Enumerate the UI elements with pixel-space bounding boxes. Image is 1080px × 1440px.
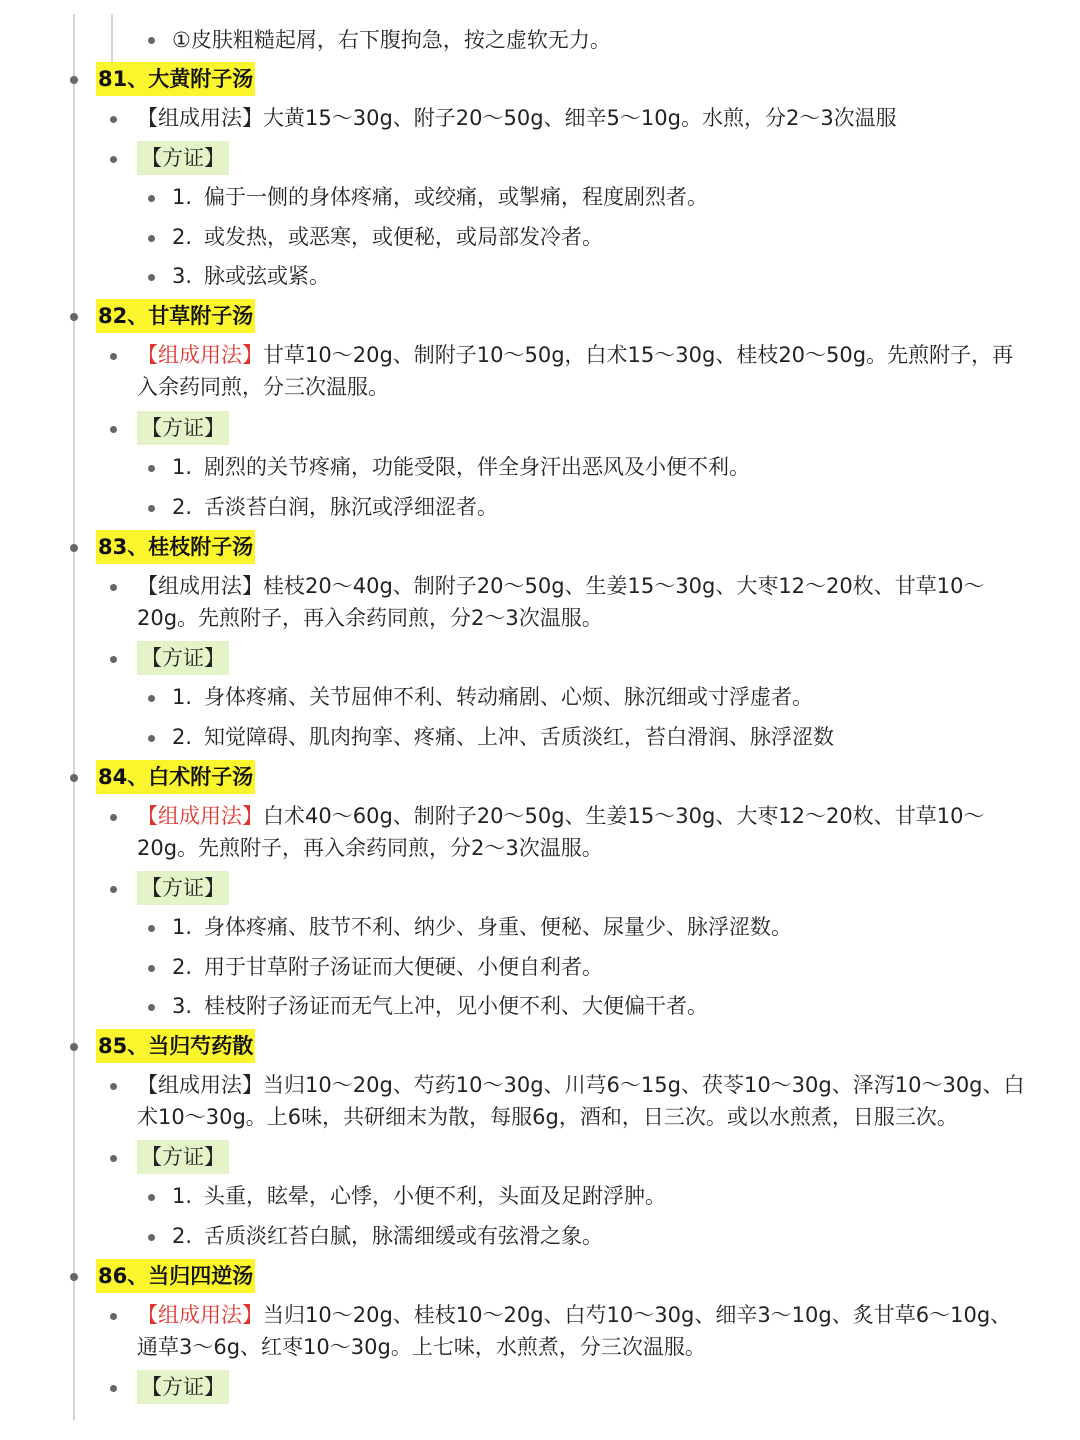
guide-line-inner <box>111 14 113 64</box>
composition-label: 【组成用法】 <box>137 343 263 367</box>
bullet <box>110 353 117 360</box>
bullet <box>70 774 78 782</box>
bullet <box>70 544 78 552</box>
bullet <box>70 76 78 84</box>
formula-title: 85、当归芍药散 <box>96 1029 255 1063</box>
composition-text: 当归10～20g、芍药10～30g、川芎6～15g、茯苓10～30g、泽泻10～30g、白术10～30g。上6味，共研细末为散，每服6g，酒和，日三次。或以水煎煮，日服三次。 <box>137 1073 1025 1129</box>
list-item: 1. 头重，眩晕，心悸，小便不利，头面及足跗浮肿。 <box>172 1184 667 1208</box>
composition-86 <box>137 1299 1027 1363</box>
bullet <box>110 1155 117 1162</box>
fangzheng-label: 【方证】 <box>137 1370 229 1404</box>
bullet <box>110 1083 117 1090</box>
composition-label: 【组成用法】 <box>137 1073 263 1097</box>
composition-text: 大黄15～30g、附子20～50g、细辛5～10g。水煎，分2～3次温服 <box>263 106 897 130</box>
bullet <box>148 37 155 44</box>
bullet <box>110 584 117 591</box>
bullet <box>70 313 78 321</box>
fangzheng-82 <box>137 411 229 445</box>
fangzheng-83 <box>137 641 229 675</box>
bullet <box>70 1043 78 1051</box>
list-item: 1. 偏于一侧的身体疼痛，或绞痛，或掣痛，程度剧烈者。 <box>172 185 709 209</box>
formula-title: 82、甘草附子汤 <box>96 299 255 333</box>
composition-label: 【组成用法】 <box>137 1303 263 1327</box>
fangzheng-label: 【方证】 <box>137 871 229 905</box>
formula-title: 84、白术附子汤 <box>96 760 255 794</box>
bullet <box>148 195 155 202</box>
formula-heading-83 <box>96 530 255 564</box>
bullet <box>148 505 155 512</box>
bullet <box>70 1273 78 1281</box>
composition-text: 白术40～60g、制附子20～50g、生姜15～30g、大枣12～20枚、甘草10～20g。先煎附子，再入余药同煎，分2～3次温服。 <box>137 804 985 860</box>
list-item: 1. 身体疼痛、关节屈伸不利、转动痛剧、心烦、脉沉细或寸浮虚者。 <box>172 685 814 709</box>
fangzheng-85 <box>137 1140 229 1174</box>
bullet <box>148 1194 155 1201</box>
bullet <box>148 965 155 972</box>
list-item: 2. 或发热，或恶寒，或便秘，或局部发冷者。 <box>172 225 604 249</box>
composition-85 <box>137 1069 1027 1133</box>
formula-title: 81、大黄附子汤 <box>96 62 255 96</box>
bullet <box>110 426 117 433</box>
composition-text: 桂枝20～40g、制附子20～50g、生姜15～30g、大枣12～20枚、甘草10～20g。先煎附子，再入余药同煎，分2～3次温服。 <box>137 574 985 630</box>
bullet <box>110 156 117 163</box>
formula-heading-81 <box>96 62 255 96</box>
bullet <box>110 656 117 663</box>
fangzheng-label: 【方证】 <box>137 1140 229 1174</box>
fangzheng-86 <box>137 1370 229 1404</box>
composition-83 <box>137 570 1027 634</box>
composition-text: 当归10～20g、桂枝10～20g、白芍10～30g、细辛3～10g、炙甘草6～10g、通草3～6g、红枣10～30g。上七味，水煎煮，分三次温服。 <box>137 1303 1012 1359</box>
list-item: 2. 舌质淡红苔白腻，脉濡细缓或有弦滑之象。 <box>172 1224 604 1248</box>
fangzheng-label: 【方证】 <box>137 411 229 445</box>
composition-label: 【组成用法】 <box>137 804 263 828</box>
bullet <box>148 465 155 472</box>
bullet <box>148 274 155 281</box>
composition-81 <box>137 102 897 134</box>
list-item: 3. 桂枝附子汤证而无气上冲，见小便不利、大便偏干者。 <box>172 994 709 1018</box>
bullet <box>148 695 155 702</box>
bullet <box>110 814 117 821</box>
bullet <box>148 235 155 242</box>
guide-line-outer <box>73 14 75 1420</box>
bullet <box>148 1004 155 1011</box>
fangzheng-81 <box>137 141 229 175</box>
list-item: 1. 身体疼痛、肢节不利、纳少、身重、便秘、尿量少、脉浮涩数。 <box>172 915 793 939</box>
list-item: 1. 剧烈的关节疼痛，功能受限，伴全身汗出恶风及小便不利。 <box>172 455 751 479</box>
formula-heading-82 <box>96 299 255 333</box>
composition-84 <box>137 800 1027 864</box>
fangzheng-label: 【方证】 <box>137 641 229 675</box>
formula-title: 83、桂枝附子汤 <box>96 530 255 564</box>
formula-heading-84 <box>96 760 255 794</box>
bullet <box>110 116 117 123</box>
bullet <box>110 886 117 893</box>
list-item: 2. 用于甘草附子汤证而大便硬、小便自利者。 <box>172 955 604 979</box>
formula-heading-86 <box>96 1259 255 1293</box>
composition-label: 【组成用法】 <box>137 106 263 130</box>
bullet <box>110 1313 117 1320</box>
bullet <box>110 1385 117 1392</box>
bullet <box>148 925 155 932</box>
formula-heading-85 <box>96 1029 255 1063</box>
composition-text: 甘草10～20g、制附子10～50g，白术15～30g、桂枝20～50g。先煎附子，再入余药同煎，分三次温服。 <box>137 343 1014 399</box>
list-item: 2. 舌淡苔白润，脉沉或浮细涩者。 <box>172 495 499 519</box>
fangzheng-label: 【方证】 <box>137 141 229 175</box>
fangzheng-84 <box>137 871 229 905</box>
composition-label: 【组成用法】 <box>137 574 263 598</box>
bullet <box>148 1234 155 1241</box>
formula-title: 86、当归四逆汤 <box>96 1259 255 1293</box>
bullet <box>148 735 155 742</box>
list-item: 2. 知觉障碍、肌肉拘挛、疼痛、上冲、舌质淡红，苔白滑润、脉浮涩数 <box>172 725 835 749</box>
list-item: 3. 脉或弦或紧。 <box>172 264 331 288</box>
composition-82 <box>137 339 1027 403</box>
list-item: ①皮肤粗糙起屑，右下腹拘急，按之虚软无力。 <box>172 28 611 52</box>
